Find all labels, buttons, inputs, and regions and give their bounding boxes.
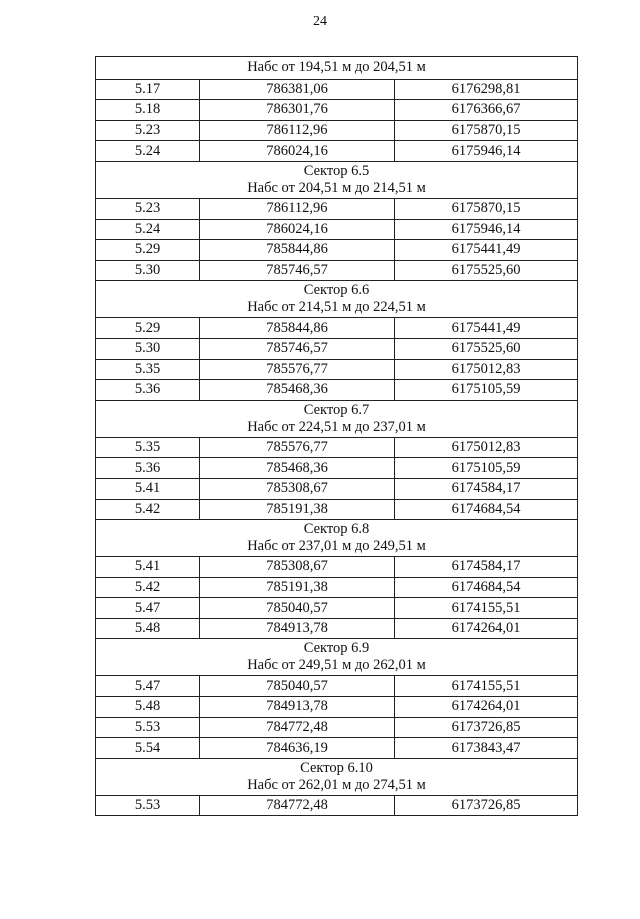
coordinate-x: 784772,48 xyxy=(200,795,395,816)
coordinate-x: 785308,67 xyxy=(200,478,395,499)
section-header-row xyxy=(96,281,578,318)
coordinate-y: 6175012,83 xyxy=(395,359,578,380)
coordinate-y: 6175946,14 xyxy=(395,219,578,240)
height-range: Набс от 204,51 м до 214,51 м xyxy=(247,179,426,196)
point-number: 5.24 xyxy=(96,219,200,240)
coordinate-y: 6174264,01 xyxy=(395,618,578,639)
coordinate-x: 785844,86 xyxy=(200,240,395,261)
point-number: 5.42 xyxy=(96,577,200,598)
table-row xyxy=(96,676,578,697)
coordinates-table xyxy=(95,56,578,816)
coordinate-y: 6173726,85 xyxy=(395,795,578,816)
page-number: 24 xyxy=(313,14,327,29)
point-number: 5.54 xyxy=(96,738,200,759)
coordinate-y: 6175946,14 xyxy=(395,141,578,162)
coordinate-y: 6175870,15 xyxy=(395,120,578,141)
height-range: Набс от 214,51 м до 224,51 м xyxy=(247,299,426,316)
section-header-row xyxy=(96,639,578,676)
coordinate-x: 784772,48 xyxy=(200,717,395,738)
coordinate-x: 786381,06 xyxy=(200,79,395,100)
coordinate-y: 6174584,17 xyxy=(395,478,578,499)
coordinate-y: 6175105,59 xyxy=(395,380,578,401)
coordinate-x: 786301,76 xyxy=(200,100,395,121)
coordinate-y: 6175105,59 xyxy=(395,458,578,479)
table-row xyxy=(96,219,578,240)
table-row xyxy=(96,120,578,141)
coordinate-y: 6175525,60 xyxy=(395,260,578,281)
coordinate-x: 784913,78 xyxy=(200,618,395,639)
table-row xyxy=(96,618,578,639)
table-row xyxy=(96,478,578,499)
section-header xyxy=(96,520,578,557)
coordinate-x: 785191,38 xyxy=(200,499,395,520)
point-number: 5.36 xyxy=(96,380,200,401)
section-header-row xyxy=(96,400,578,437)
sector-title: Сектор 6.5 xyxy=(303,162,370,179)
coordinate-y: 6174684,54 xyxy=(395,577,578,598)
table-row xyxy=(96,557,578,578)
table-row xyxy=(96,240,578,261)
coordinate-y: 6174264,01 xyxy=(395,697,578,718)
table-row xyxy=(96,359,578,380)
coordinate-y: 6174155,51 xyxy=(395,598,578,619)
point-number: 5.48 xyxy=(96,618,200,639)
section-header-row xyxy=(96,520,578,557)
coordinate-y: 6175525,60 xyxy=(395,338,578,359)
coordinate-y: 6174155,51 xyxy=(395,676,578,697)
section-header-row xyxy=(96,57,578,80)
coordinate-y: 6174584,17 xyxy=(395,557,578,578)
point-number: 5.29 xyxy=(96,318,200,339)
coordinate-x: 786024,16 xyxy=(200,219,395,240)
table-row xyxy=(96,738,578,759)
coordinate-y: 6175441,49 xyxy=(395,318,578,339)
sector-title: Сектор 6.10 xyxy=(300,759,373,776)
point-number: 5.53 xyxy=(96,795,200,816)
point-number: 5.53 xyxy=(96,717,200,738)
coordinate-y: 6175012,83 xyxy=(395,437,578,458)
table-row xyxy=(96,260,578,281)
coordinates-table-body xyxy=(96,57,578,816)
height-range: Набс от 194,51 м до 204,51 м xyxy=(247,59,426,76)
table-row xyxy=(96,499,578,520)
sector-title: Сектор 6.6 xyxy=(303,282,370,299)
point-number: 5.29 xyxy=(96,240,200,261)
sector-title: Сектор 6.7 xyxy=(303,401,370,418)
table-row xyxy=(96,795,578,816)
coordinate-x: 786024,16 xyxy=(200,141,395,162)
coordinate-y: 6175870,15 xyxy=(395,198,578,219)
section-header xyxy=(96,758,578,795)
table-row xyxy=(96,437,578,458)
point-number: 5.23 xyxy=(96,120,200,141)
coordinate-y: 6176366,67 xyxy=(395,100,578,121)
coordinate-y: 6174684,54 xyxy=(395,499,578,520)
table-row xyxy=(96,79,578,100)
coordinate-x: 785746,57 xyxy=(200,260,395,281)
coordinate-x: 785746,57 xyxy=(200,338,395,359)
table-row xyxy=(96,141,578,162)
section-header xyxy=(96,57,578,80)
section-header xyxy=(96,161,578,198)
table-row xyxy=(96,380,578,401)
sector-title: Сектор 6.9 xyxy=(303,640,370,657)
section-header xyxy=(96,400,578,437)
point-number: 5.41 xyxy=(96,478,200,499)
coordinate-y: 6173726,85 xyxy=(395,717,578,738)
coordinate-x: 785308,67 xyxy=(200,557,395,578)
point-number: 5.47 xyxy=(96,676,200,697)
height-range: Набс от 262,01 м до 274,51 м xyxy=(247,776,426,793)
coordinate-y: 6175441,49 xyxy=(395,240,578,261)
sector-title: Сектор 6.8 xyxy=(303,521,370,538)
point-number: 5.48 xyxy=(96,697,200,718)
coordinate-x: 785468,36 xyxy=(200,458,395,479)
point-number: 5.42 xyxy=(96,499,200,520)
coordinate-x: 786112,96 xyxy=(200,120,395,141)
point-number: 5.23 xyxy=(96,198,200,219)
table-row xyxy=(96,198,578,219)
height-range: Набс от 249,51 м до 262,01 м xyxy=(247,657,426,674)
coordinate-y: 6173843,47 xyxy=(395,738,578,759)
table-row xyxy=(96,717,578,738)
point-number: 5.18 xyxy=(96,100,200,121)
coordinate-x: 785040,57 xyxy=(200,598,395,619)
point-number: 5.47 xyxy=(96,598,200,619)
table-row xyxy=(96,100,578,121)
section-header xyxy=(96,639,578,676)
coordinate-x: 786112,96 xyxy=(200,198,395,219)
section-header-row xyxy=(96,758,578,795)
point-number: 5.24 xyxy=(96,141,200,162)
table-row xyxy=(96,598,578,619)
coordinate-y: 6176298,81 xyxy=(395,79,578,100)
height-range: Набс от 224,51 м до 237,01 м xyxy=(247,418,426,435)
point-number: 5.36 xyxy=(96,458,200,479)
coordinate-x: 785576,77 xyxy=(200,359,395,380)
point-number: 5.30 xyxy=(96,260,200,281)
coordinate-x: 785191,38 xyxy=(200,577,395,598)
point-number: 5.30 xyxy=(96,338,200,359)
table-row xyxy=(96,458,578,479)
table-row xyxy=(96,577,578,598)
section-header-row xyxy=(96,161,578,198)
coordinate-x: 784636,19 xyxy=(200,738,395,759)
point-number: 5.17 xyxy=(96,79,200,100)
coordinate-x: 784913,78 xyxy=(200,697,395,718)
section-header xyxy=(96,281,578,318)
point-number: 5.35 xyxy=(96,359,200,380)
point-number: 5.35 xyxy=(96,437,200,458)
coordinate-x: 785576,77 xyxy=(200,437,395,458)
table-row xyxy=(96,697,578,718)
height-range: Набс от 237,01 м до 249,51 м xyxy=(247,538,426,555)
coordinate-x: 785468,36 xyxy=(200,380,395,401)
coordinate-x: 785844,86 xyxy=(200,318,395,339)
table-row xyxy=(96,318,578,339)
point-number: 5.41 xyxy=(96,557,200,578)
table-row xyxy=(96,338,578,359)
coordinate-x: 785040,57 xyxy=(200,676,395,697)
